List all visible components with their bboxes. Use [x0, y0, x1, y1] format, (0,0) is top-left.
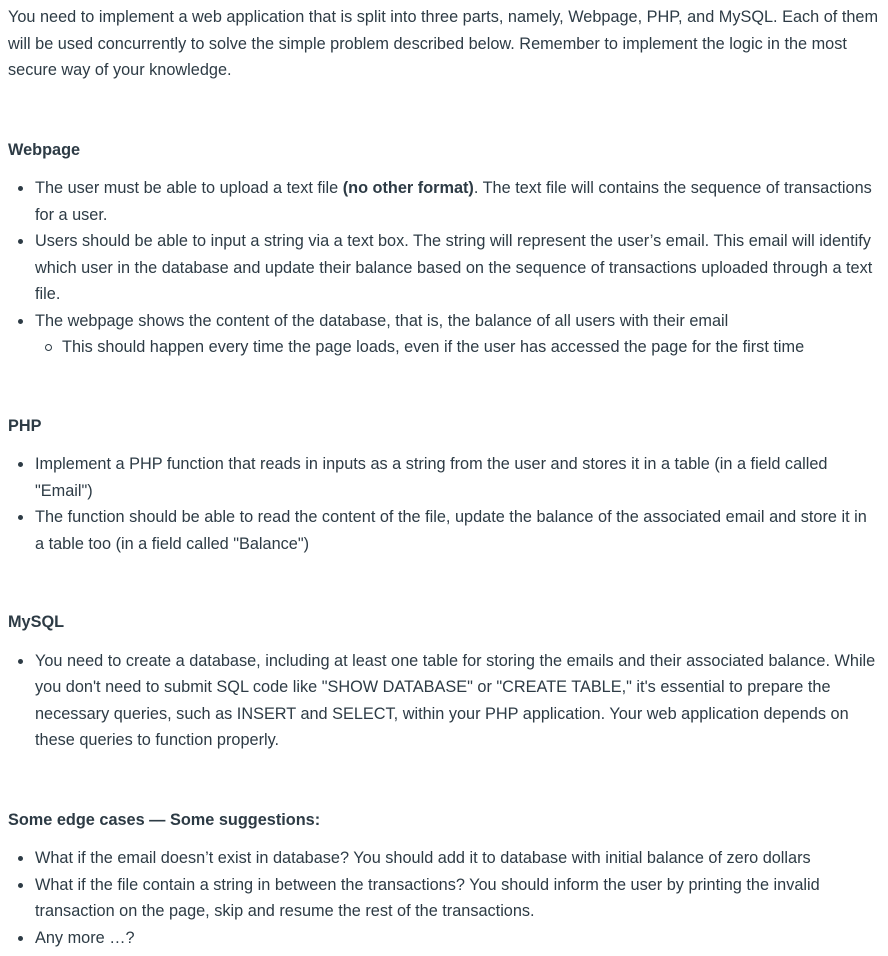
sublist-item	[62, 334, 880, 361]
webpage-sublist	[35, 334, 880, 361]
mysql-heading: MySQL	[8, 613, 65, 631]
list-item	[35, 872, 880, 925]
mysql-section	[8, 609, 880, 754]
intro-paragraph: You need to implement a web application that is split into three parts, namely, Webpage, PHP, and MySQL. Each of them will be used concurrently to solve the simple problem described below. Remember to implement the logic in the most secure way of your knowledge.	[8, 8, 879, 79]
edge-cases-list	[8, 845, 880, 951]
list-item	[35, 175, 880, 228]
list-item-text: Users should be able to input a string via a text box. The string will represent the user’s email. This email will identify which user in the database and update their balance based on the sequence of transactions uploaded through a text file.	[35, 232, 873, 303]
php-section	[8, 413, 880, 558]
list-item	[35, 228, 880, 308]
list-item	[35, 451, 880, 504]
list-item	[35, 648, 880, 754]
list-item	[35, 925, 880, 952]
list-item-text: What if the file contain a string in between the transactions? You should inform the user by printing the invalid transaction on the page, skip and resume the rest of the transactions.	[35, 875, 820, 920]
list-item-text: The function should be able to read the content of the file, update the balance of the associated email and store it in a table too (in a field called "Balance")	[35, 508, 867, 553]
mysql-list	[8, 648, 880, 754]
webpage-heading: Webpage	[8, 140, 81, 159]
list-item-text: The user must be able to upload a text file	[35, 179, 343, 197]
list-item-text: This should happen every time the page loads, even if the user has accessed the page for the first time	[62, 338, 805, 356]
edge-cases-heading: Some edge cases — Some suggestions:	[8, 810, 321, 829]
list-item-text: Implement a PHP function that reads in inputs as a string from the user and stores it in a table (in a field called "Email")	[35, 455, 828, 500]
php-heading: PHP	[8, 416, 42, 435]
list-item-text: What if the email doesn’t exist in database? You should add it to database with initial balance of zero dollars	[35, 849, 811, 867]
list-item	[35, 308, 880, 361]
list-item-bold-text: (no other format)	[342, 179, 474, 197]
list-item-text: . The text file will contains the sequence of transactions for a user.	[35, 179, 872, 224]
list-item-text: The webpage shows the content of the database, that is, the balance of all users with their email	[35, 311, 729, 330]
list-item-text: Any more …?	[35, 928, 135, 947]
edge-cases-section	[8, 807, 880, 952]
php-list	[8, 451, 880, 557]
webpage-section	[8, 137, 880, 361]
list-item-text: You need to create a database, including at least one table for storing the emails and their associated balance. While you don't need to submit SQL code like "SHOW DATABASE" or "CREATE TABLE," it's essential to prepare the necessary queries, such as INSERT and SELECT, within your PHP application. Your web application depends on these queries to function properly.	[35, 651, 876, 749]
list-item	[35, 504, 880, 557]
list-item	[35, 845, 880, 872]
webpage-list	[8, 175, 880, 361]
